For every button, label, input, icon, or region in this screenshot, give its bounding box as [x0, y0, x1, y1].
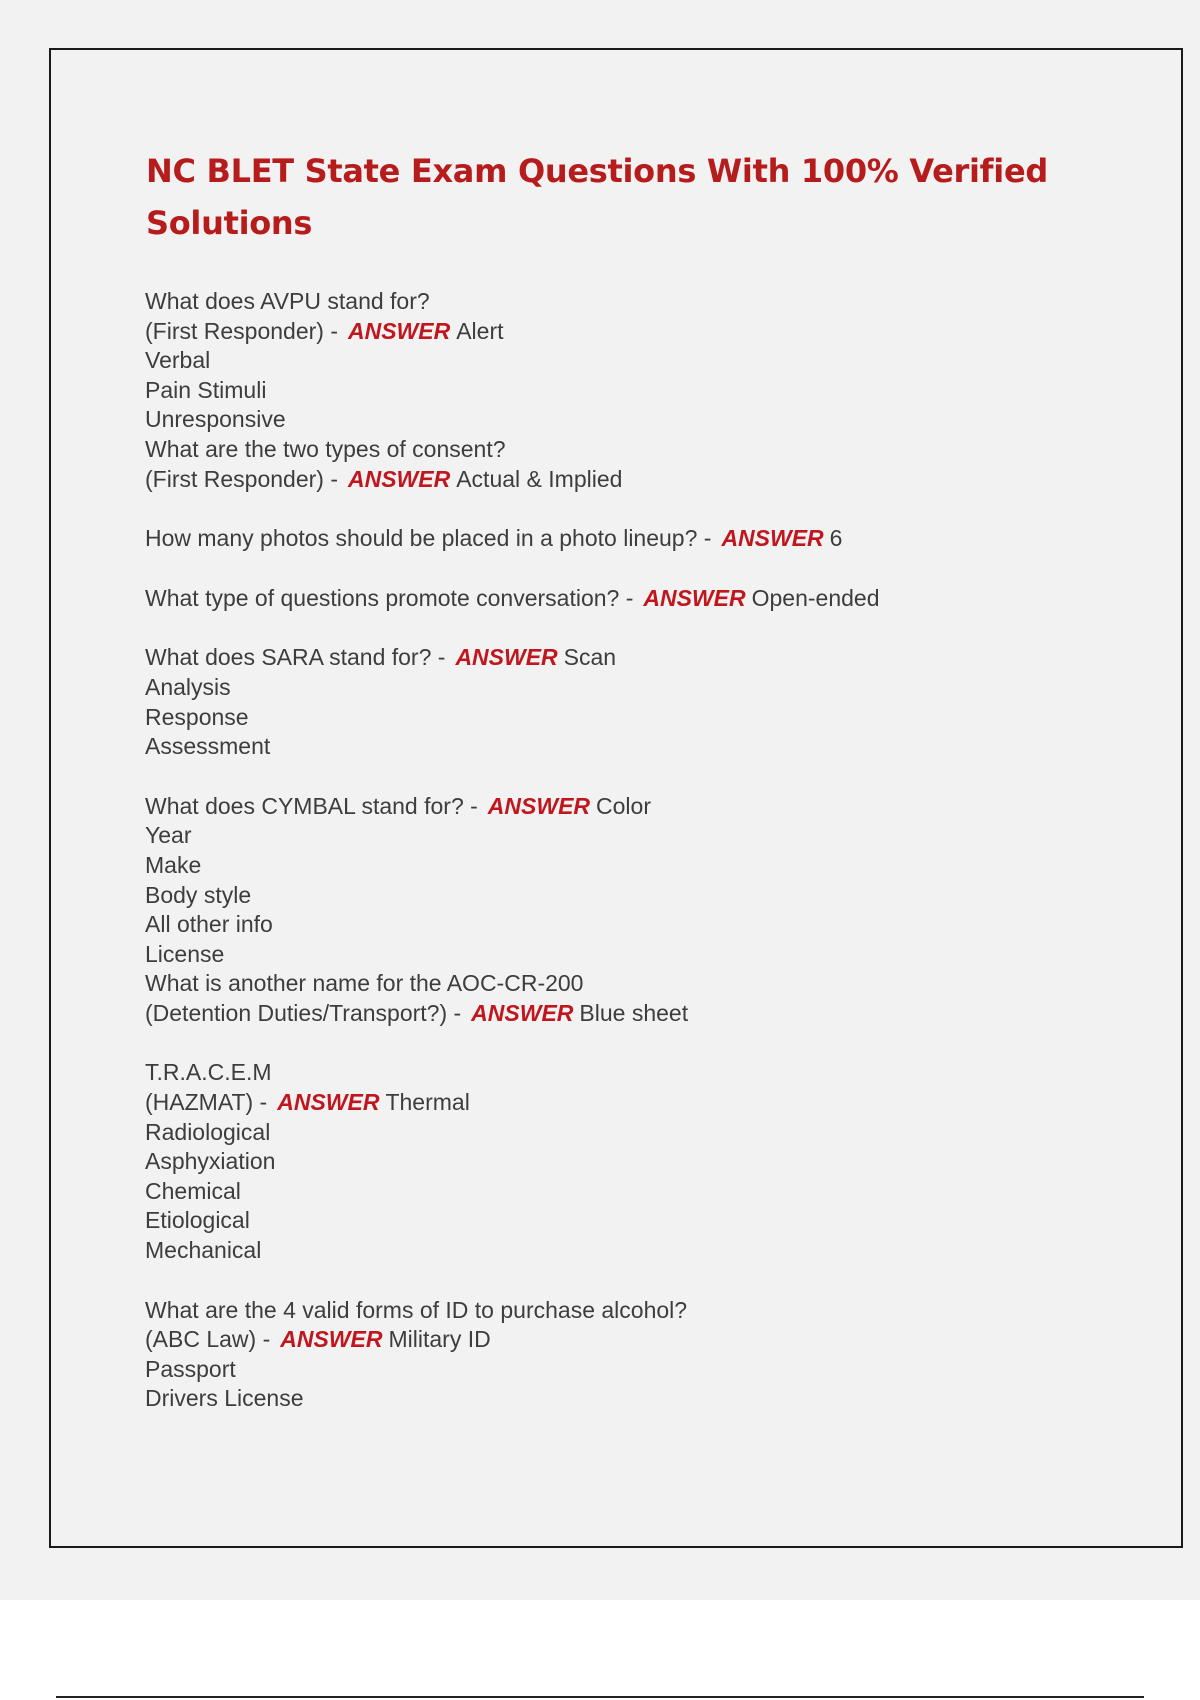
question-text: What does AVPU stand for?	[145, 288, 430, 314]
answer-line: Drivers License	[145, 1385, 304, 1412]
qa-item	[145, 1296, 1125, 1414]
qa-item	[145, 287, 1125, 435]
question-line	[145, 287, 1125, 317]
qa-item	[145, 792, 1125, 970]
answer-line: All other info	[145, 911, 273, 938]
question-text: What does CYMBAL stand for? -	[145, 792, 478, 819]
spacer	[145, 494, 1125, 524]
question-line	[145, 792, 1125, 822]
question-line	[145, 584, 1125, 614]
answer-line: Etiological	[145, 1207, 250, 1234]
answer-label: ANSWER	[347, 465, 451, 492]
answer-line: Unresponsive	[145, 406, 286, 433]
answer-line: Mechanical	[145, 1237, 262, 1264]
answer-line: License	[145, 940, 225, 967]
footer-divider	[56, 1696, 1144, 1698]
question-line	[145, 435, 1125, 465]
question-line	[145, 1088, 1125, 1118]
document-page	[49, 48, 1183, 1548]
qa-item	[145, 969, 1125, 1028]
answer-label: ANSWER	[487, 792, 591, 819]
question-text: What is another name for the AOC-CR-200	[145, 970, 584, 997]
question-text: T.R.A.C.E.M	[145, 1059, 272, 1086]
qa-item	[145, 524, 1125, 554]
qa-item	[145, 435, 1125, 494]
qa-item	[145, 1058, 1125, 1265]
question-line	[145, 1296, 1125, 1326]
answer-line: Verbal	[145, 347, 211, 374]
answer-text: Thermal	[385, 1089, 470, 1116]
question-text: What are the 4 valid forms of ID to purchase alcohol?	[145, 1296, 688, 1323]
question-line	[145, 317, 1125, 347]
question-line	[145, 465, 1125, 495]
answer-line: Analysis	[145, 673, 231, 700]
answer-label: ANSWER	[643, 584, 746, 611]
answer-text: 6	[829, 525, 843, 552]
answer-line: Year	[145, 822, 192, 849]
spacer	[145, 554, 1125, 584]
answer-label: ANSWER	[280, 1326, 383, 1353]
answer-text: Color	[596, 792, 651, 819]
spacer	[145, 1266, 1125, 1296]
answer-line: Radiological	[145, 1118, 271, 1145]
question-text: How many photos should be placed in a photo lineup? -	[145, 525, 712, 552]
question-line	[145, 1325, 1125, 1355]
answer-text: Scan	[563, 644, 617, 671]
answer-line: Body style	[145, 881, 252, 908]
answer-text: Military ID	[388, 1326, 491, 1353]
question-text: (Detention Duties/Transport?) -	[145, 999, 462, 1026]
question-line	[145, 969, 1125, 999]
answer-line: Chemical	[145, 1177, 241, 1204]
question-text: (First Responder) -	[145, 317, 338, 344]
answer-label: ANSWER	[471, 999, 574, 1026]
spacer	[145, 1028, 1125, 1058]
answer-label: ANSWER	[721, 525, 824, 552]
answer-line: Assessment	[145, 733, 271, 760]
answer-line: Response	[145, 703, 249, 730]
answer-label: ANSWER	[347, 317, 451, 344]
question-line	[145, 524, 1125, 554]
answer-text: Actual & Implied	[456, 465, 623, 492]
question-text: What type of questions promote conversation? -	[145, 584, 634, 611]
answer-line: Passport	[145, 1355, 236, 1382]
qa-item	[145, 584, 1125, 614]
answer-label: ANSWER	[455, 644, 558, 671]
answer-text: Open-ended	[751, 584, 880, 611]
document-title: NC BLET State Exam Questions With 100% Verified Solutions	[146, 152, 1048, 242]
question-line	[145, 1058, 1125, 1088]
question-line	[145, 643, 1125, 673]
answer-text: Blue sheet	[579, 999, 689, 1026]
question-text: What are the two types of consent?	[145, 435, 506, 462]
answer-label: ANSWER	[277, 1089, 380, 1116]
question-line	[145, 999, 1125, 1029]
qa-item	[145, 643, 1125, 761]
answer-line: Make	[145, 851, 202, 878]
spacer	[145, 613, 1125, 643]
question-text: What does SARA stand for? -	[145, 644, 446, 671]
spacer	[145, 762, 1125, 792]
question-text: (First Responder) -	[145, 465, 338, 492]
question-text: (ABC Law) -	[145, 1326, 271, 1353]
answer-line: Asphyxiation	[145, 1148, 276, 1175]
question-text: (HAZMAT) -	[145, 1089, 268, 1116]
qa-list	[145, 287, 1125, 1414]
answer-line: Pain Stimuli	[145, 376, 267, 403]
answer-text: Alert	[456, 317, 504, 344]
